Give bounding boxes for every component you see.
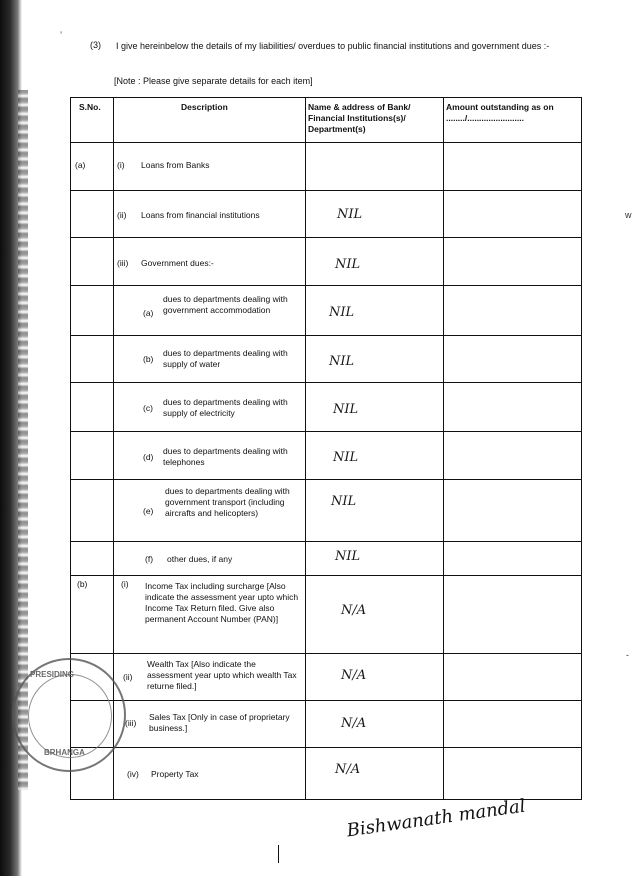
row-value-handwritten: N/A <box>341 668 367 683</box>
row-value-handwritten: NIL <box>331 494 357 509</box>
row-sub: (i) <box>117 160 125 170</box>
header-description: Description <box>181 102 228 112</box>
row-value-handwritten: NIL <box>329 305 355 320</box>
row-line <box>71 541 581 542</box>
row-value-handwritten: N/A <box>341 603 367 618</box>
section-number: (3) <box>90 40 101 50</box>
row-sno: (b) <box>77 579 88 589</box>
row-sub: (iii) <box>117 258 129 268</box>
official-seal-stamp <box>12 658 126 772</box>
row-line <box>71 479 581 480</box>
row-line <box>71 700 581 701</box>
row-subsub: (f) <box>145 554 154 564</box>
row-desc: dues to departments dealing with government accommodation <box>163 294 288 315</box>
row-value-handwritten: NIL <box>335 257 361 272</box>
row-value-handwritten: N/A <box>341 716 367 731</box>
row-value-handwritten: NIL <box>337 207 363 222</box>
header-amount: Amount outstanding as on ......../........................ <box>446 102 554 123</box>
header-bank: Name & address of Bank/ Financial Institutions(s)/ Department(s) <box>308 102 411 134</box>
section-intro: I give hereinbelow the details of my liabilities/ overdues to public financial institutions and government dues :- <box>116 41 550 51</box>
liabilities-table <box>70 97 582 800</box>
row-line <box>71 575 581 576</box>
row-value-handwritten: NIL <box>333 450 359 465</box>
seal-inner-ring <box>28 674 112 758</box>
section-note: [Note : Please give separate details for each item] <box>114 76 313 86</box>
scan-speck: ’ <box>60 30 62 40</box>
row-subsub: (e) <box>143 506 154 516</box>
row-value-handwritten: NIL <box>333 402 359 417</box>
row-desc: Property Tax <box>151 769 199 779</box>
row-desc: dues to departments dealing with supply of water <box>163 348 288 369</box>
seal-text-top: PRESIDING <box>30 670 75 679</box>
row-desc: dues to departments dealing with government transport (including aircrafts and helicopters) <box>165 486 290 518</box>
row-sno: (a) <box>75 160 86 170</box>
scan-speck: - <box>626 650 629 660</box>
row-line <box>71 653 581 654</box>
row-desc: dues to departments dealing with telephones <box>163 446 288 467</box>
row-line <box>71 142 581 143</box>
row-sub: (ii) <box>117 210 127 220</box>
row-line <box>71 382 581 383</box>
row-desc: Sales Tax [Only in case of proprietary business.] <box>149 712 290 733</box>
row-sub: (iv) <box>127 769 139 779</box>
row-desc: dues to departments dealing with supply of electricity <box>163 397 288 418</box>
row-desc: Government dues:- <box>141 258 214 268</box>
row-sub: (i) <box>121 579 129 589</box>
row-sub: (iii) <box>125 718 137 728</box>
row-value-handwritten: NIL <box>335 549 361 564</box>
row-subsub: (d) <box>143 452 154 462</box>
row-line <box>71 747 581 748</box>
row-line <box>71 285 581 286</box>
row-subsub: (a) <box>143 308 154 318</box>
row-value-handwritten: NIL <box>329 354 355 369</box>
row-desc: Loans from Banks <box>141 160 210 170</box>
row-desc: Wealth Tax [Also indicate the assessment year upto which wealth Tax returne filed.] <box>147 659 297 691</box>
row-desc: Income Tax including surcharge [Also indicate the assessment year upto which Income Tax Return filed. Give also permanent Account Number (PAN)] <box>145 581 299 624</box>
row-subsub: (c) <box>143 403 153 413</box>
scan-mark-line <box>278 845 279 863</box>
row-value-handwritten: N/A <box>335 762 361 777</box>
row-desc: other dues, if any <box>167 554 233 564</box>
row-subsub: (b) <box>143 354 154 364</box>
scan-speck: w <box>625 210 632 220</box>
row-sub: (ii) <box>123 672 133 682</box>
seal-text-bottom: BRHANGA <box>44 748 85 757</box>
row-line <box>71 190 581 191</box>
col-divider-desc <box>305 98 306 799</box>
row-line <box>71 237 581 238</box>
row-desc: Loans from financial institutions <box>141 210 260 220</box>
header-sno: S.No. <box>79 102 101 112</box>
row-line <box>71 431 581 432</box>
col-divider-bank <box>443 98 444 799</box>
row-line <box>71 335 581 336</box>
handwritten-signature: Bishwanath mandal <box>345 795 527 842</box>
